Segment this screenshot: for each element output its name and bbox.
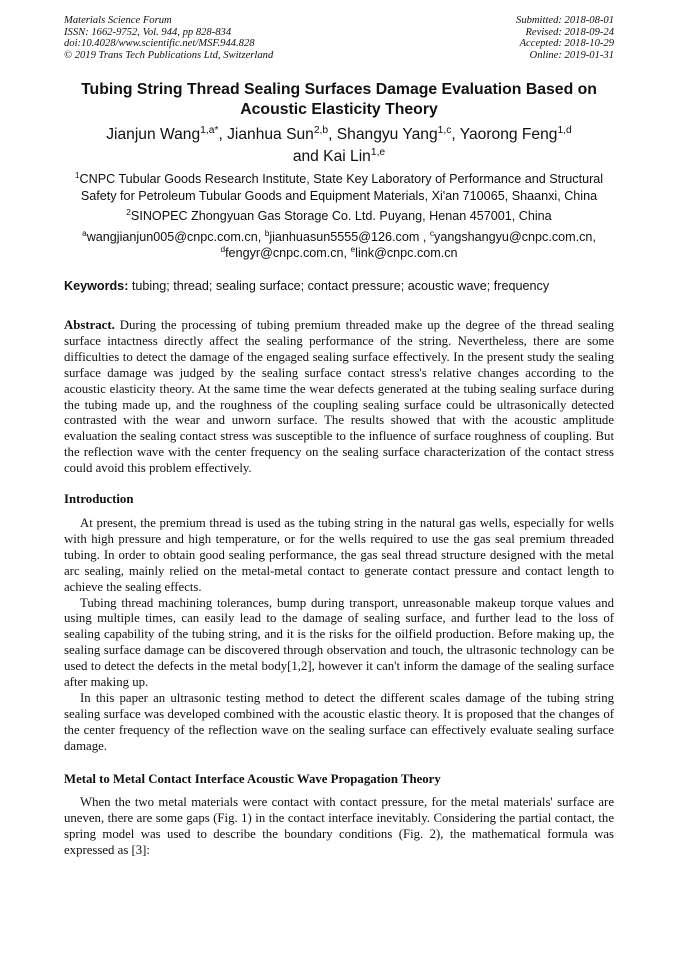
doi-line[interactable]: doi:10.4028/www.scientific.net/MSF.944.828 [64,38,255,50]
affiliation-1: $^1$CNPC Tubular Goods Research Institute, State Key Laboratory of Performance and Structural Safety for Petroleum Tubular Goods and Equipment Materials, Xi'an 710065, Shaanxi, China [74,169,604,203]
accepted-date: Accepted: 2018-10-29 [519,38,614,50]
online-date: Online: 2019-01-31 [529,49,614,61]
author-list [64,124,614,167]
email-d[interactable]: $^d$fengyr@cnpc.com.cn [220,243,344,260]
email-c[interactable]: $^c$yangshangyu@cnpc.com.cn, [429,227,596,244]
author-2: Jianhua Sun$^{2,b}$, [227,124,337,143]
paragraph: Tubing thread machining tolerances, bump during transport, unreasonable makeup torque values and using multiple times, can easily lead to the damage of sealing surface, and further lead to the loss of sealing capability of the tubing string, and it is the risks for the oilfield production. Before making up, the sealing surface damage can be discovered through observation and touch, the ultrasonic technology can be used to detect the defects in the metal body[1,2], however it can't inform the damage of the sealing surface after making up. [64,595,614,690]
section-body [64,795,614,859]
introduction-heading: Introduction [64,492,134,506]
journal-name: Materials Science Forum [64,15,172,26]
issn-line: ISSN: 1662-9752, Vol. 944, pp 828-834 [64,26,232,38]
introduction-body [64,516,614,755]
submitted-date: Submitted: 2018-08-01 [516,15,614,26]
email-a[interactable]: $^a$wangjianjun005@cnpc.com.cn [82,227,258,244]
author-3: Shangyu Yang$^{1,c}$, [336,124,460,143]
author-1: Jianjun Wang$^{1,a*}$, [106,124,228,143]
paragraph: At present, the premium thread is used as the tubing string in the natural gas wells, especially for wells with high pressure and high temperature, or for the wells required to use the gas seal premium threaded tubing. In order to obtain good sealing performance, the gas seal thread structure designed with the metal arc sealing, mainly relied on the metal-metal contact to generate contact pressure and contact length to achieve the sealing effects. [64,516,614,594]
paragraph: When the two metal materials were contact with contact pressure, for the metal materials' surface are uneven, there are some gaps (Fig. 1) in the contact interface inevitably. Considering the partial contact, the spring model was used to describe the boundary conditions (Fig. 2), the mathematical formula was expressed as [3]: [64,795,614,857]
section-heading: Metal to Metal Contact Interface Acoustic Wave Propagation Theory [64,772,441,786]
paragraph: In this paper an ultrasonic testing method to detect the different scales damage of the tubing string sealing surface was developed combined with the acoustic elastic theory. It is proposed that the changes of the center frequency of the reflection wave on the sealing surface can effectively evaluate sealing surface damage. [64,690,614,753]
keywords-text: tubing; thread; sealing surface; contact pressure; acoustic wave; frequency [131,279,550,293]
email-e[interactable]: $^e$link@cnpc.com.cn [350,243,458,260]
email-b[interactable]: $^b$jianhuasun5555@126.com [264,227,420,244]
abstract [64,318,614,477]
copyright-line: © 2019 Trans Tech Publications Ltd, Switzerland [64,49,274,61]
affiliation-2: $^2$SINOPEC Zhongyuan Gas Storage Co. Ltd. Puyang, Henan 457001, China [126,206,552,223]
abstract-label: Abstract. [64,318,115,332]
keywords [64,279,614,294]
revised-date: Revised: 2018-09-24 [525,26,614,38]
author-4: Yaorong Feng$^{1,d}$ [459,124,572,143]
email-list: $^a$wangjianjun005@cnpc.com.cn, $^b$jianhuasun5555@126.com , $^c$yangshangyu@cnpc.com.cn, $^d$fengyr@cnpc.com.cn, $^e$link@cnpc.com.cn [82,227,596,260]
paper-title: Tubing String Thread Sealing Surfaces Damage Evaluation Based on Acoustic Elasticity Theory [81,81,597,118]
author-5: and Kai Lin$^{1,e}$ [292,146,386,165]
submission-dates [516,15,614,61]
journal-info [64,15,273,61]
keywords-label: Keywords: [64,279,129,293]
abstract-text: During the processing of tubing premium threaded make up the degree of the thread sealing surface intactness directly affect the sealing performance of the string. Nevertheless, there are some difficulties to detect the damage of the engaged sealing surface effectively. In the present study the sealing surface damage was judged by the sealing surface contact stress's relative changes according to the acoustic elasticity theory. At the same time the wear defects generated at the tubing sealing surface during the tubing made up, and the roughness of the coupling sealing surface could be ultrasonically detected contrasted with the wear and unworn surface. The results showed that with the acoustic amplitude evaluation the sealing contact stress was susceptible to the influence of surface roughness of coupling. But the reflection wave with the center frequency on the sealing surface characterization of the contact stress could avoid this problem effectively. [64,318,615,476]
